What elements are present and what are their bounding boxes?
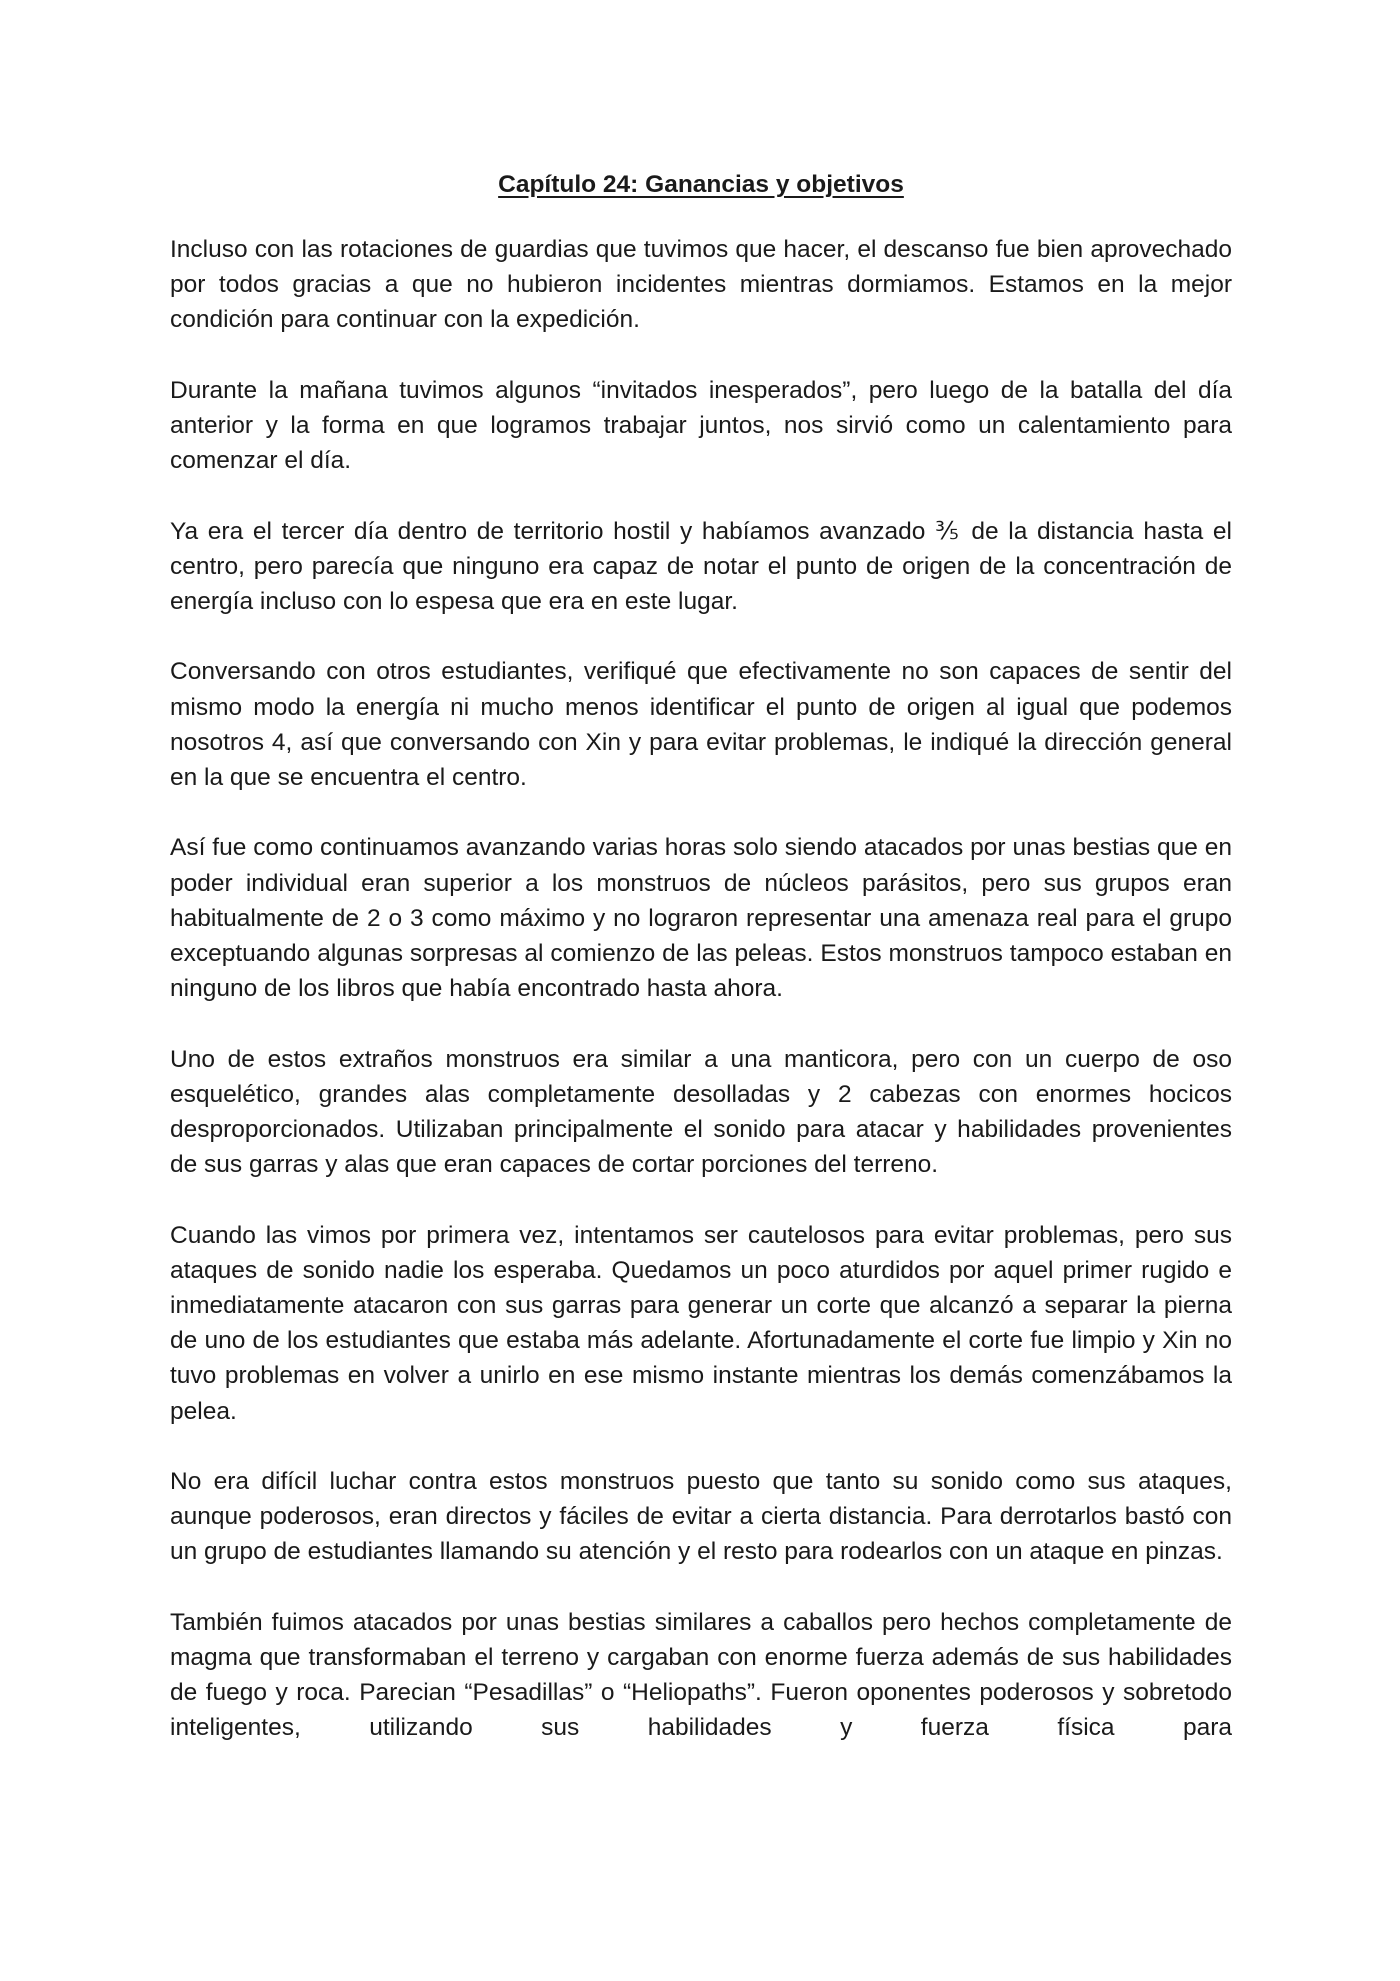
chapter-title: Capítulo 24: Ganancias y objetivos (498, 171, 904, 198)
paragraph-2: Durante la mañana tuvimos algunos “invitados inesperados”, pero luego de la batalla del día anterior y la forma en que logramos trabajar juntos, nos sirvió como un calentamiento para comenzar el día. (170, 376, 1232, 475)
paragraph-7: Cuando las vimos por primera vez, intentamos ser cautelosos para evitar problemas, pero sus ataques de sonido nadie los esperaba. Quedamos un poco aturdidos por aquel primer rugido e inmediatamente atacaron con sus garras para generar un corte que alcanzó a separar la pierna de uno de los estudiantes que estaba más adelante. Afortunadamente el corte fue limpio y Xin no tuvo problemas en volver a unirlo en ese mismo instante mientras los demás comenzábamos la pelea. (170, 1221, 1232, 1425)
paragraph-5: Así fue como continuamos avanzando varias horas solo siendo atacados por unas bestias que en poder individual eran superior a los monstruos de núcleos parásitos, pero sus grupos eran habitualmente de 2 o 3 como máximo y no lograron representar una amenaza real para el grupo exceptuando algunas sorpresas al comienzo de las peleas. Estos monstruos tampoco estaban en ninguno de los libros que había encontrado hasta ahora. (170, 834, 1232, 1003)
document-page (170, 165, 1232, 1746)
paragraph-8: No era difícil luchar contra estos monstruos puesto que tanto su sonido como sus ataques, aunque poderosos, eran directos y fáciles de evitar a cierta distancia. Para derrotarlos bastó con un grupo de estudiantes llamando su atención y el resto para rodearlos con un ataque en pinzas. (170, 1468, 1232, 1566)
paragraph-4: Conversando con otros estudiantes, verifiqué que efectivamente no son capaces de sentir del mismo modo la energía ni mucho menos identificar el punto de origen al igual que podemos nosotros 4, así que conversando con Xin y para evitar problemas, le indiqué la dirección general en la que se encuentra el centro. (170, 658, 1232, 791)
paragraph-3: Ya era el tercer día dentro de territorio hostil y habíamos avanzado ⅗ de la distancia hasta el centro, pero parecía que ninguno era capaz de notar el punto de origen de la concentración de energía incluso con lo espesa que era en este lugar. (170, 517, 1232, 615)
paragraph-1: Incluso con las rotaciones de guardias que tuvimos que hacer, el descanso fue bien aprovechado por todos gracias a que no hubieron incidentes mientras dormiamos. Estamos en la mejor condición para continuar con la expedición. (170, 236, 1232, 334)
paragraph-6: Uno de estos extraños monstruos era similar a una manticora, pero con un cuerpo de oso esquelético, grandes alas completamente desolladas y 2 cabezas con enormes hocicos desproporcionados. Utilizaban principalmente el sonido para atacar y habilidades provenientes de sus garras y alas que eran capaces de cortar porciones del terreno. (170, 1045, 1232, 1179)
paragraph-9: También fuimos atacados por unas bestias similares a caballos pero hechos completamente de magma que transformaban el terreno y cargaban con enorme fuerza además de sus habilidades de fuego y roca. Parecian “Pesadillas” o “Heliopaths”. Fueron oponentes poderosos y sobretodo inteligentes, utilizando sus habilidades y fuerza física para (170, 1608, 1232, 1742)
